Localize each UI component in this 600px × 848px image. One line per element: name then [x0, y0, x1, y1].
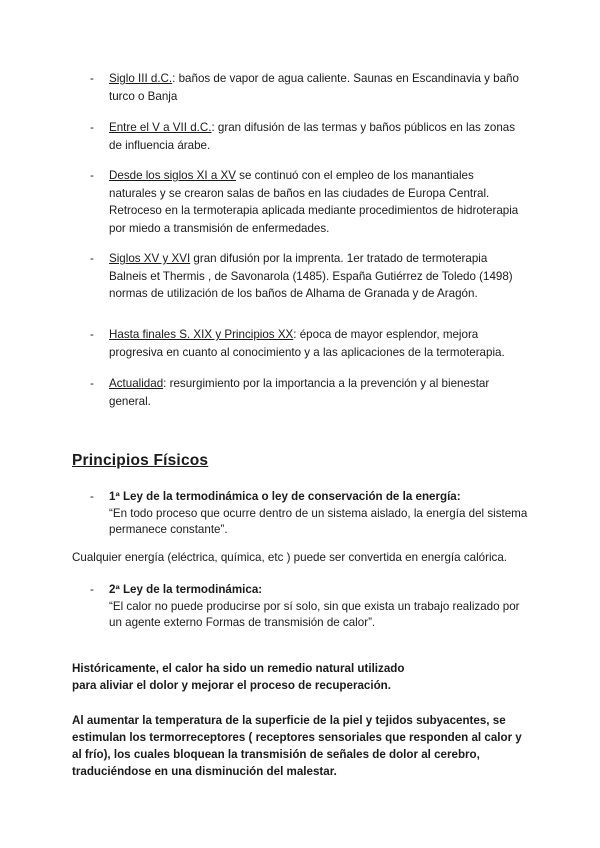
period-description: gran difusión por la imprenta. 1er tratado de termoterapia Balneis et Thermis , de Savonarola (1485). España Gutiérrez de Toledo (1498) normas de utilización de los baños de Alhama de Granada y de Aragón.	[109, 252, 513, 301]
list-dash: -	[90, 121, 94, 134]
period-description: : resurgimiento por la importancia a la prevención y al bienestar general.	[109, 377, 490, 408]
energy-note: Cualquier energía (eléctrica, química, etc ) puede ser convertida en energía calórica.	[72, 551, 507, 564]
list-dash: -	[90, 252, 94, 265]
period-label: Actualidad	[109, 377, 164, 390]
period-label: Hasta finales S. XIX y Principios XX	[109, 328, 294, 341]
paragraph-line: para aliviar el dolor y mejorar el proceso de recuperación.	[72, 679, 391, 692]
law-quote: “En todo proceso que ocurre dentro de un sistema aislado, la energía del sistema permanece constante”.	[109, 506, 528, 537]
list-dash: -	[90, 583, 94, 596]
law-quote: “El calor no puede producirse por sí solo, sin que exista un trabajo realizado por un agente externo Formas de transmisión de calor”.	[109, 599, 520, 630]
period-description: : baños de vapor de agua caliente. Saunas en Escandinavia y baño turco o Banja	[109, 72, 519, 103]
period-description: : gran difusión de las termas y baños públicos en las zonas de influencia árabe.	[109, 121, 516, 152]
list-dash: -	[90, 72, 94, 85]
section-heading: Principios Físicos	[72, 452, 209, 469]
list-dash: -	[90, 490, 94, 503]
history-paragraph	[72, 660, 532, 694]
period-label: Siglo III d.C.	[109, 72, 173, 85]
law-title: 2ª Ley de la termodinámica:	[109, 583, 263, 596]
period-description: : época de mayor esplendor, mejora progresiva en cuanto al conocimiento y a las aplicaciones de la termoterapia.	[109, 328, 505, 359]
period-label: Entre el V a VII d.C.	[109, 121, 212, 134]
period-label: Siglos XV y XVI	[109, 252, 191, 265]
period-label: Desde los siglos XI a XV	[109, 169, 236, 182]
law-title: 1ª Ley de la termodinámica o ley de conservación de la energía:	[109, 490, 461, 503]
paragraph-line: Históricamente, el calor ha sido un remedio natural utilizado	[72, 662, 405, 675]
list-dash: -	[90, 169, 94, 182]
mechanism-paragraph: Al aumentar la temperatura de la superficie de la piel y tejidos subyacentes, se estimulan los termorreceptores ( receptores sensoriales que responden al calor y al frío), los cuales bloquean la transmisión de señales de dolor al cerebro, traduciéndose en una disminución del malestar.	[72, 714, 522, 778]
period-description: se continuó con el empleo de los manantiales naturales y se crearon salas de baños en las ciudades de Europa Central. Retroceso en la termoterapia aplicada mediante procedimientos de hidroterapia por miedo a transmisión de enfermedades.	[109, 169, 519, 235]
list-dash: -	[90, 328, 94, 341]
list-dash: -	[90, 377, 94, 390]
